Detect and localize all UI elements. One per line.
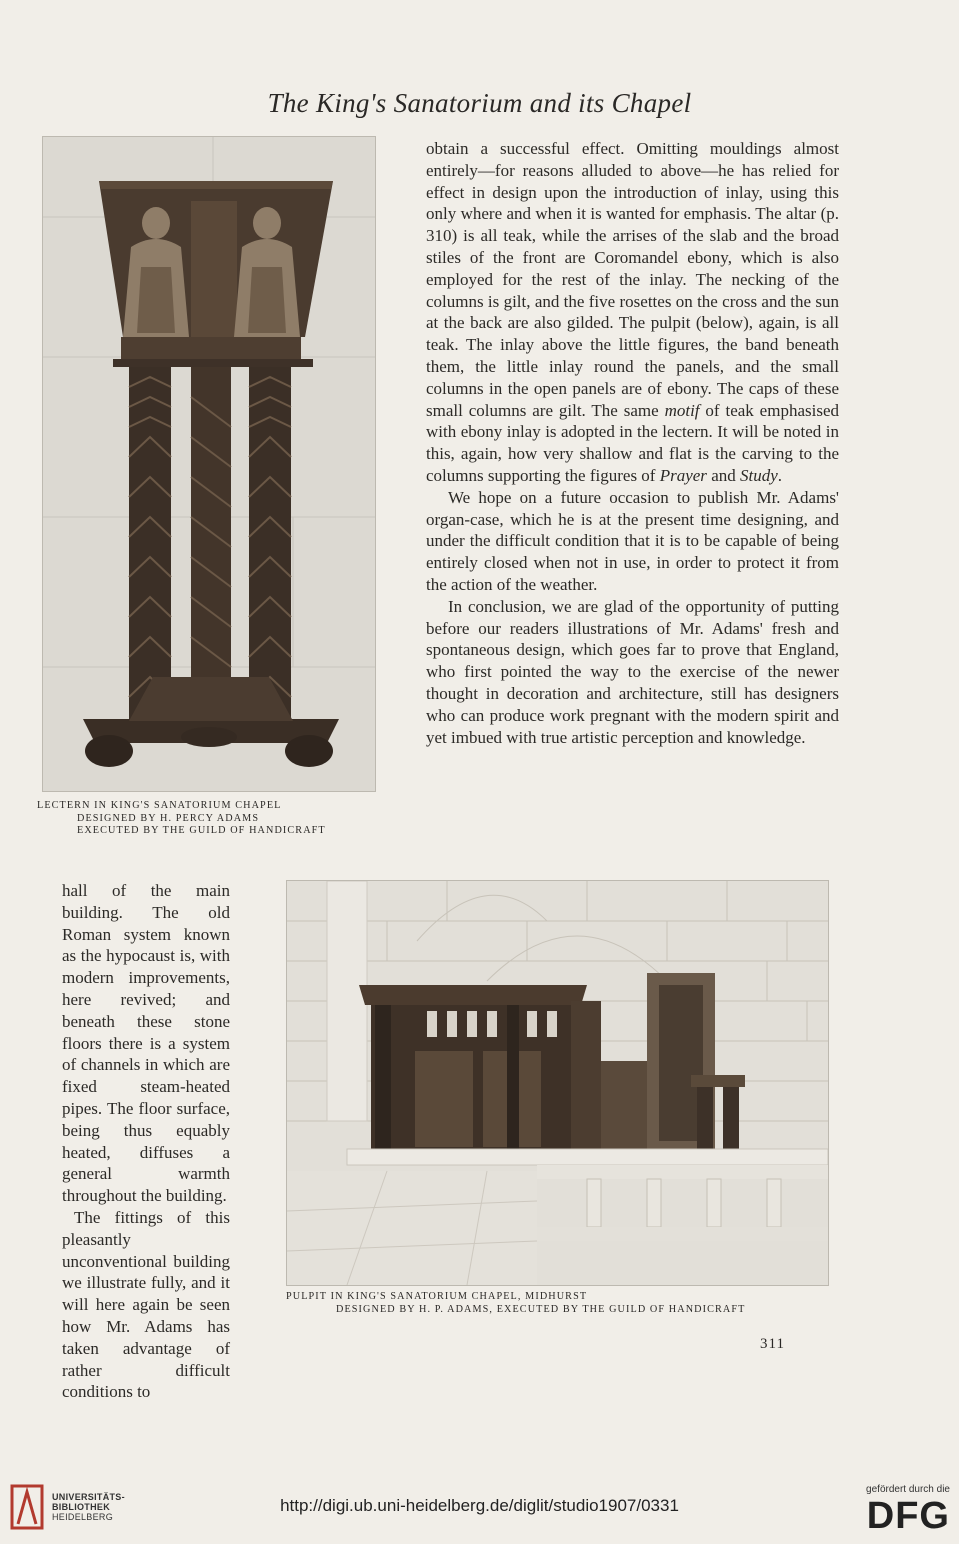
lectern-illustration bbox=[43, 137, 375, 791]
pulpit-caption bbox=[286, 1291, 846, 1316]
right-paragraph-3: In conclusion, we are glad of the opportunity of putting before our readers illustrations of Mr. Adams' fresh and spontaneous design, which goes far to prove that England, who first pointed the way to the exercise of the newer thought in decoration and architecture, still has designers who can produce work pregnant with the modern spirit and yet imbued with true artistic perception and knowledge. bbox=[426, 596, 839, 747]
page-header-title: The King's Sanatorium and its Chapel bbox=[267, 88, 692, 118]
lectern-photo bbox=[42, 136, 376, 792]
right-paragraph-1-text: obtain a successful effect. Omitting mouldings almost entirely—for reasons alluded to above—he has relied for effect in design upon the introduction of inlay, using this only where and when it is wanted for emphasis. The altar (p. 310) is all teak, while the arrises of the slab and the broad stiles of the front are Coromandel ebony, which is also employed for the rest of the inlay. The necking of the columns is gilt, and the five rosettes on the cross and the sun at the back are also gilded. The pulpit (below), again, is all teak. The inlay above the little figures, the band beneath them, the little inlay round the panels, and the small columns in the open panels are of ebony. The caps of these small columns are gilt. The same bbox=[426, 139, 839, 420]
left-paragraph-1: hall of the main building. The old Roman system known as the hypocaust is, with modern improvements, here revived; and beneath these stone floors there is a system of channels in which are fixed steam-heated pipes. The floor surface, being thus equably heated, diffuses a general warmth throughout the building. bbox=[62, 881, 230, 1206]
page-number: 311 bbox=[760, 1336, 785, 1352]
funding-logo bbox=[830, 1484, 950, 1540]
pulpit-illustration bbox=[287, 881, 828, 1285]
right-paragraph-2: We hope on a future occasion to publish Mr. Adams' organ-case, which he is at the present time designing, and under the difficult condition that it is to be capable of being entirely closed when not in use, in order to protect it from the action of the weather. bbox=[426, 487, 839, 594]
lectern-caption-line3: EXECUTED BY THE GUILD OF HANDICRAFT bbox=[77, 825, 326, 836]
left-text-column bbox=[62, 880, 230, 1403]
footer-url-link[interactable]: http://digi.ub.uni-heidelberg.de/diglit/studio1907/0331 bbox=[280, 1496, 679, 1515]
dfg-logo-text: DFG bbox=[866, 1495, 950, 1537]
pulpit-caption-line2: DESIGNED BY H. P. ADAMS, EXECUTED BY THE GUILD OF HANDICRAFT bbox=[336, 1303, 746, 1315]
word-study: Study bbox=[739, 465, 778, 485]
lectern-caption-line1: LECTERN IN KING'S SANATORIUM CHAPEL bbox=[37, 800, 282, 811]
right-paragraph-1-mid: of teak emphasised with ebony inlay is adopted in the lectern. It will be noted in this, again, how very shallow and flat is the carving to the columns supporting the figures of bbox=[426, 400, 839, 485]
lectern-caption-line2: DESIGNED BY H. PERCY ADAMS bbox=[77, 812, 260, 824]
right-text-column bbox=[426, 138, 839, 748]
right-paragraph-1 bbox=[426, 138, 839, 487]
right-paragraph-1-end: . bbox=[777, 465, 783, 485]
word-prayer: Prayer bbox=[659, 465, 707, 485]
left-paragraph-2: The fittings of this pleasantly unconventional building we illustrate fully, and it will here again be seen how Mr. Adams has taken advantage of rather difficult conditions to bbox=[62, 1207, 230, 1402]
lectern-caption bbox=[37, 800, 387, 838]
library-name-line3: HEIDELBERG bbox=[52, 1512, 114, 1522]
pulpit-caption-line1: PULPIT IN KING'S SANATORIUM CHAPEL, MIDHURST bbox=[286, 1291, 588, 1302]
library-name-line2: BIBLIOTHEK bbox=[52, 1502, 110, 1512]
funding-text: gefördert durch die bbox=[866, 1484, 950, 1495]
right-paragraph-1-and: and bbox=[706, 465, 740, 485]
library-name-line1: UNIVERSITÄTS- bbox=[52, 1492, 125, 1502]
word-motif: motif bbox=[664, 400, 700, 420]
pulpit-photo bbox=[286, 880, 829, 1286]
